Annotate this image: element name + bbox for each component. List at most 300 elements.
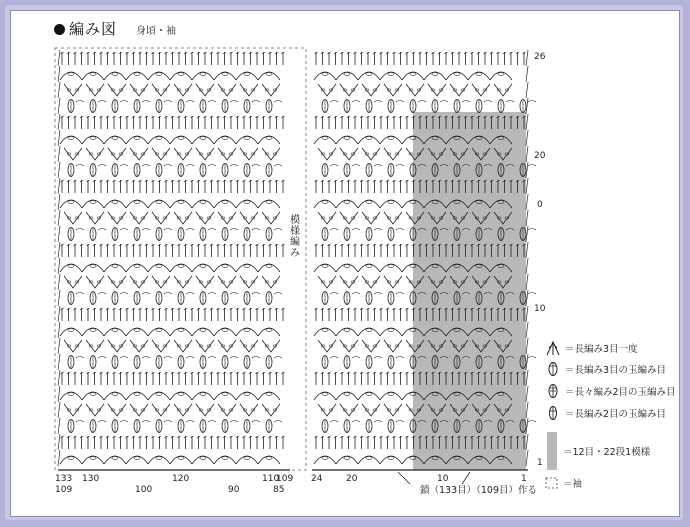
stitch-mark: [384, 212, 402, 224]
stitch-mark: [214, 72, 236, 80]
stitch-mark: [352, 101, 360, 103]
stitch-mark: [252, 421, 260, 423]
stitch-number: 20: [346, 474, 358, 484]
stitch-mark: [86, 212, 104, 224]
tr3-puff-icon: [545, 361, 561, 377]
stitch-mark: [366, 200, 372, 203]
stitch-mark: [214, 264, 236, 272]
stitch-mark: [526, 450, 528, 466]
stitch-number: 10: [437, 474, 449, 484]
stitch-mark: [366, 136, 372, 139]
stitch-mark: [236, 456, 258, 464]
stitch-mark: [200, 200, 206, 203]
stitch-mark: [336, 136, 358, 144]
stitch-mark: [244, 264, 250, 267]
stitch-mark: [362, 276, 380, 288]
stitch-mark: [468, 72, 490, 80]
title-text: 編み図: [69, 20, 118, 38]
stitch-mark: [222, 264, 228, 267]
stitch-mark: [218, 276, 236, 288]
stitch-mark: [366, 328, 372, 331]
row-number: 0: [537, 200, 543, 210]
stitch-mark: [60, 136, 82, 144]
stitch-mark: [192, 328, 214, 336]
stitch-mark: [76, 293, 84, 295]
stitch-mark: [174, 404, 192, 416]
stitch-mark: [208, 421, 216, 423]
stitch-mark: [526, 194, 528, 210]
stitch-mark: [126, 72, 148, 80]
stitch-mark: [186, 101, 194, 103]
stitch-mark: [58, 306, 60, 322]
stitch-mark: [148, 136, 170, 144]
stitch-mark: [344, 456, 350, 459]
stitch-mark: [192, 72, 214, 80]
stitch-mark: [58, 98, 60, 114]
stitch-mark: [58, 370, 60, 386]
legend-item: [545, 383, 676, 399]
stitch-mark: [318, 84, 336, 96]
stitch-number: 130: [82, 474, 100, 484]
stitch-mark: [344, 200, 350, 203]
stitch-mark: [64, 148, 82, 160]
stitch-mark: [366, 456, 372, 459]
stitch-mark: [152, 212, 170, 224]
stitch-mark: [424, 72, 446, 80]
stitch-number: 109: [55, 485, 73, 495]
stitch-mark: [322, 200, 328, 203]
stitch-mark: [186, 165, 194, 167]
stitch-mark: [314, 328, 336, 336]
stitch-mark: [60, 264, 82, 272]
stitch-mark: [380, 456, 402, 464]
stitch-mark: [76, 165, 84, 167]
stitch-mark: [104, 264, 126, 272]
stitch-mark: [340, 340, 358, 352]
stitch-mark: [322, 328, 328, 331]
stitch-mark: [60, 456, 82, 464]
stitch-mark: [58, 66, 60, 82]
stitch-mark: [526, 386, 528, 402]
legend-label: ＝袖: [563, 479, 583, 490]
stitch-mark: [112, 264, 118, 267]
stitch-mark: [526, 306, 528, 322]
stitch-mark: [362, 212, 380, 224]
stitch-mark: [156, 72, 162, 75]
stitch-mark: [178, 328, 184, 331]
stitch-mark: [196, 148, 214, 160]
stitch-mark: [222, 456, 228, 459]
stitch-mark: [142, 229, 150, 231]
stitch-mark: [86, 84, 104, 96]
stitch-mark: [170, 72, 192, 80]
stitch-mark: [82, 328, 104, 336]
stitch-mark: [222, 392, 228, 395]
subtitle: 身頃・袖: [136, 26, 176, 37]
stitch-mark: [76, 357, 84, 359]
stitch-number: 133: [55, 474, 73, 484]
stitch-mark: [142, 101, 150, 103]
stitch-mark: [126, 456, 148, 464]
sleeve-outline-icon: [545, 476, 559, 490]
stitch-mark: [236, 72, 258, 80]
stitch-mark: [104, 200, 126, 208]
stitch-mark: [258, 200, 280, 208]
stitch-mark: [170, 200, 192, 208]
stitch-mark: [340, 212, 358, 224]
stitch-mark: [170, 392, 192, 400]
stitch-mark: [174, 276, 192, 288]
stitch-mark: [60, 328, 82, 336]
stitch-mark: [526, 114, 528, 130]
stitch-mark: [90, 392, 96, 395]
stitch-mark: [244, 200, 250, 203]
stitch-mark: [330, 357, 338, 359]
stitch-mark: [222, 72, 228, 75]
stitch-mark: [90, 72, 96, 75]
stitch-mark: [314, 136, 336, 144]
stitch-mark: [58, 210, 60, 226]
stitch-mark: [218, 148, 236, 160]
stitch-mark: [164, 101, 172, 103]
stitch-mark: [58, 354, 60, 370]
stitch-mark: [90, 136, 96, 139]
stitch-mark: [380, 72, 402, 80]
stitch-mark: [396, 293, 404, 295]
stitch-mark: [142, 421, 150, 423]
stitch-mark: [134, 328, 140, 331]
stitch-mark: [200, 328, 206, 331]
stitch-mark: [86, 148, 104, 160]
stitch-number: 120: [172, 474, 190, 484]
stitch-mark: [344, 392, 350, 395]
stitch-mark: [274, 293, 282, 295]
stitch-mark: [60, 200, 82, 208]
stitch-mark: [164, 421, 172, 423]
stitch-mark: [266, 264, 272, 267]
stitch-mark: [148, 264, 170, 272]
stitch-mark: [178, 456, 184, 459]
stitch-mark: [68, 136, 74, 139]
stitch-mark: [134, 200, 140, 203]
stitch-mark: [384, 340, 402, 352]
stitch-mark: [192, 392, 214, 400]
dtr2-puff-icon: [545, 383, 561, 399]
stitch-mark: [200, 264, 206, 267]
legend-item: [545, 340, 638, 356]
stitch-mark: [108, 148, 126, 160]
stitch-mark: [186, 229, 194, 231]
stitch-mark: [152, 148, 170, 160]
stitch-mark: [186, 357, 194, 359]
stitch-mark: [526, 130, 528, 146]
stitch-mark: [330, 229, 338, 231]
stitch-mark: [314, 72, 336, 80]
stitch-mark: [192, 200, 214, 208]
stitch-mark: [240, 404, 258, 416]
stitch-mark: [432, 72, 438, 75]
stitch-mark: [214, 136, 236, 144]
stitch-mark: [388, 200, 394, 203]
stitch-mark: [374, 165, 382, 167]
stitch-number: 90: [228, 485, 240, 495]
stitch-mark: [240, 276, 258, 288]
stitch-mark: [134, 72, 140, 75]
stitch-mark: [90, 456, 96, 459]
stitch-mark: [222, 136, 228, 139]
stitch-mark: [76, 101, 84, 103]
stitch-mark: [344, 328, 350, 331]
legend-item: [545, 405, 666, 421]
stitch-mark: [112, 392, 118, 395]
stitch-mark: [98, 357, 106, 359]
stitch-mark: [494, 84, 512, 96]
stitch-mark: [526, 402, 528, 418]
stitch-mark: [252, 357, 260, 359]
stitch-mark: [274, 101, 282, 103]
stitch-mark: [134, 392, 140, 395]
stitch-mark: [196, 404, 214, 416]
stitch-mark: [218, 84, 236, 96]
stitch-mark: [380, 136, 402, 144]
stitch-mark: [352, 421, 360, 423]
stitch-mark: [418, 101, 426, 103]
stitch-mark: [58, 290, 60, 306]
stitch-mark: [76, 421, 84, 423]
row-number: 20: [534, 151, 546, 161]
stitch-mark: [58, 242, 60, 258]
stitch-mark: [266, 328, 272, 331]
stitch-mark: [98, 101, 106, 103]
stitch-mark: [164, 293, 172, 295]
stitch-mark: [428, 84, 446, 96]
stitch-mark: [362, 148, 380, 160]
legend-label: ＝12目・22段1模様: [563, 447, 651, 458]
stitch-mark: [374, 101, 382, 103]
stitch-mark: [82, 72, 104, 80]
stitch-mark: [98, 229, 106, 231]
stitch-mark: [120, 229, 128, 231]
stitch-mark: [230, 229, 238, 231]
stitch-mark: [358, 264, 380, 272]
tr3tog-icon: [545, 340, 561, 356]
stitch-mark: [236, 392, 258, 400]
stitch-mark: [344, 136, 350, 139]
stitch-mark: [384, 84, 402, 96]
stitch-number: 109: [276, 474, 294, 484]
stitch-mark: [240, 212, 258, 224]
stitch-mark: [218, 340, 236, 352]
stitch-mark: [178, 264, 184, 267]
stitch-mark: [358, 136, 380, 144]
stitch-mark: [240, 84, 258, 96]
stitch-mark: [526, 178, 528, 194]
stitch-mark: [108, 212, 126, 224]
stitch-number: 85: [273, 485, 285, 495]
stitch-mark: [86, 340, 104, 352]
stitch-mark: [358, 456, 380, 464]
stitch-mark: [266, 456, 272, 459]
stitch-mark: [528, 421, 536, 423]
stitch-mark: [82, 392, 104, 400]
stitch-mark: [104, 72, 126, 80]
stitch-mark: [200, 392, 206, 395]
stitch-mark: [142, 293, 150, 295]
stitch-mark: [90, 200, 96, 203]
stitch-mark: [322, 72, 328, 75]
stitch-mark: [236, 264, 258, 272]
stitch-mark: [126, 264, 148, 272]
stitch-mark: [336, 200, 358, 208]
stitch-mark: [148, 456, 170, 464]
stitch-mark: [82, 200, 104, 208]
stitch-mark: [240, 148, 258, 160]
stitch-mark: [130, 276, 148, 288]
stitch-mark: [178, 72, 184, 75]
stitch-mark: [64, 276, 82, 288]
stitch-mark: [314, 264, 336, 272]
stitch-mark: [262, 276, 280, 288]
chain-note: 鎖（133目）（109目）作る: [420, 485, 538, 496]
stitch-mark: [374, 293, 382, 295]
stitch-mark: [314, 392, 336, 400]
stitch-mark: [214, 392, 236, 400]
stitch-mark: [112, 200, 118, 203]
stitch-mark: [196, 84, 214, 96]
stitch-mark: [330, 421, 338, 423]
stitch-mark: [252, 229, 260, 231]
stitch-mark: [266, 72, 272, 75]
legend-label: ＝長編み2目の玉編み目: [565, 409, 667, 420]
stitch-mark: [174, 212, 192, 224]
stitch-mark: [318, 340, 336, 352]
stitch-mark: [64, 340, 82, 352]
stitch-mark: [186, 293, 194, 295]
stitch-mark: [58, 162, 60, 178]
stitch-mark: [362, 84, 380, 96]
stitch-mark: [374, 357, 382, 359]
row-number: 10: [534, 304, 546, 314]
stitch-mark: [82, 264, 104, 272]
stitch-mark: [266, 136, 272, 139]
stitch-mark: [152, 84, 170, 96]
stitch-mark: [58, 82, 60, 98]
stitch-mark: [318, 276, 336, 288]
stitch-mark: [68, 456, 74, 459]
stitch-mark: [120, 421, 128, 423]
stitch-mark: [402, 72, 424, 80]
stitch-mark: [314, 200, 336, 208]
stitch-mark: [484, 101, 492, 103]
stitch-mark: [134, 456, 140, 459]
stitch-mark: [68, 328, 74, 331]
stitch-mark: [318, 404, 336, 416]
stitch-mark: [208, 229, 216, 231]
stitch-mark: [170, 136, 192, 144]
stitch-mark: [230, 421, 238, 423]
stitch-mark: [134, 136, 140, 139]
stitch-mark: [120, 101, 128, 103]
stitch-mark: [526, 66, 528, 82]
stitch-mark: [156, 328, 162, 331]
stitch-mark: [98, 293, 106, 295]
stitch-mark: [340, 148, 358, 160]
stitch-mark: [358, 200, 380, 208]
stitch-mark: [230, 165, 238, 167]
stitch-mark: [336, 328, 358, 336]
stitch-mark: [208, 165, 216, 167]
stitch-mark: [352, 293, 360, 295]
stitch-mark: [156, 456, 162, 459]
stitch-mark: [104, 392, 126, 400]
stitch-mark: [108, 404, 126, 416]
stitch-mark: [380, 392, 402, 400]
stitch-mark: [82, 456, 104, 464]
stitch-mark: [208, 101, 216, 103]
stitch-mark: [352, 165, 360, 167]
stitch-mark: [526, 338, 528, 354]
stitch-mark: [156, 136, 162, 139]
stitch-mark: [462, 101, 470, 103]
stitch-mark: [340, 276, 358, 288]
stitch-number: 100: [135, 485, 153, 495]
stitch-mark: [164, 357, 172, 359]
stitch-mark: [64, 404, 82, 416]
stitch-mark: [112, 72, 118, 75]
stitch-mark: [120, 357, 128, 359]
stitch-mark: [170, 328, 192, 336]
stitch-mark: [196, 276, 214, 288]
stitch-mark: [214, 456, 236, 464]
stitch-mark: [86, 404, 104, 416]
stitch-mark: [258, 392, 280, 400]
stitch-mark: [366, 72, 372, 75]
stitch-mark: [186, 421, 194, 423]
stitch-mark: [258, 264, 280, 272]
stitch-mark: [336, 72, 358, 80]
stitch-mark: [358, 328, 380, 336]
stitch-mark: [244, 72, 250, 75]
stitch-mark: [454, 72, 460, 75]
stitch-mark: [240, 340, 258, 352]
stitch-mark: [384, 404, 402, 416]
stitch-mark: [58, 386, 60, 402]
stitch-mark: [396, 357, 404, 359]
stitch-mark: [318, 212, 336, 224]
stitch-mark: [164, 165, 172, 167]
row-number: 26: [534, 52, 546, 62]
stitch-mark: [330, 165, 338, 167]
stitch-mark: [90, 328, 96, 331]
stitch-mark: [126, 328, 148, 336]
stitch-mark: [322, 136, 328, 139]
stitch-mark: [526, 258, 528, 274]
stitch-mark: [362, 404, 380, 416]
stitch-mark: [192, 136, 214, 144]
stitch-mark: [230, 101, 238, 103]
stitch-mark: [152, 404, 170, 416]
stitch-mark: [178, 392, 184, 395]
stitch-mark: [388, 264, 394, 267]
stitch-mark: [58, 434, 60, 450]
stitch-mark: [266, 392, 272, 395]
stitch-mark: [200, 72, 206, 75]
repeat-block-icon: [545, 432, 559, 470]
stitch-mark: [126, 392, 148, 400]
stitch-mark: [476, 72, 482, 75]
stitch-mark: [230, 293, 238, 295]
stitch-mark: [156, 200, 162, 203]
